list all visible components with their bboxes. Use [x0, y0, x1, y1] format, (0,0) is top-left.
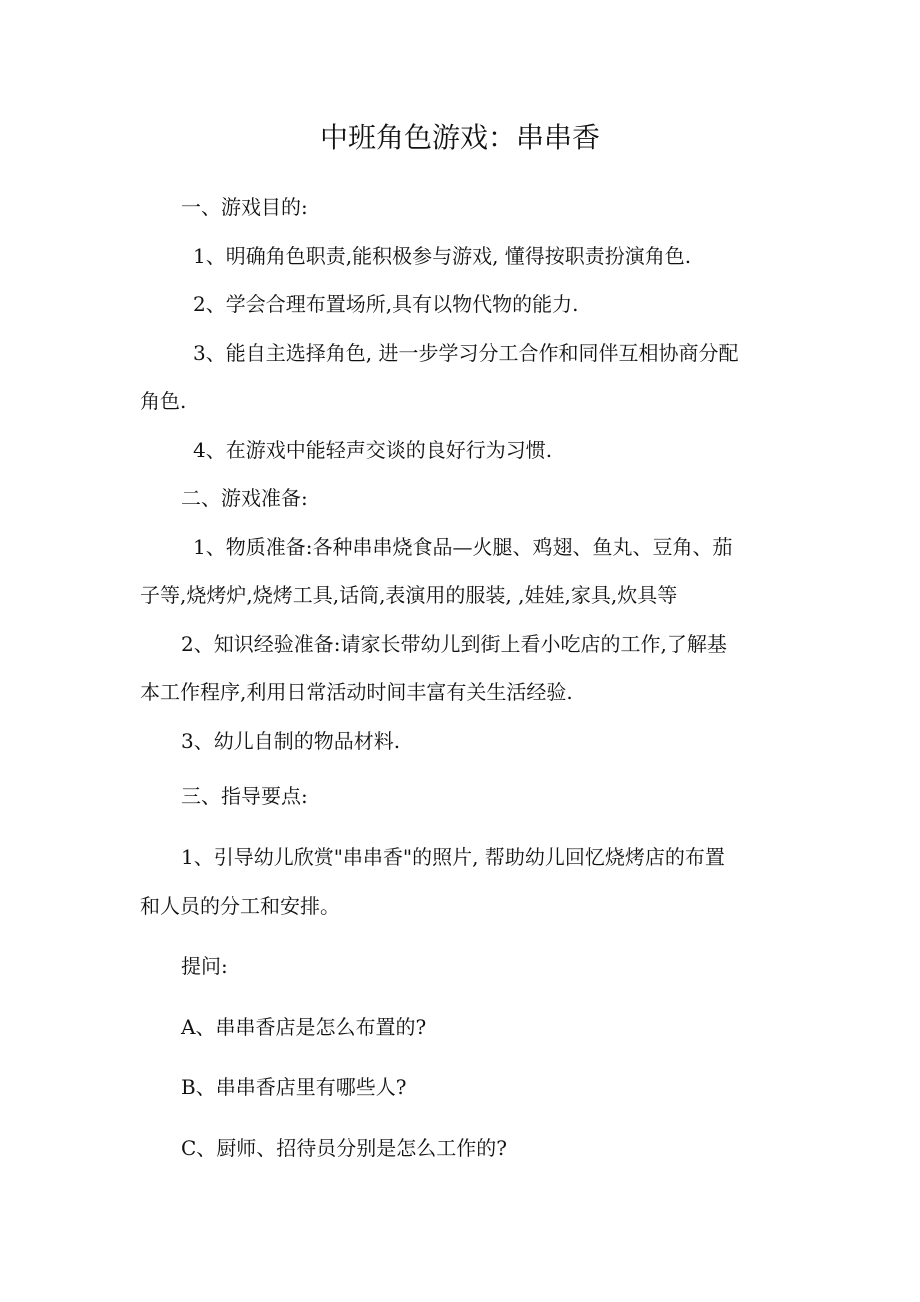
question-b: B、串串香店里有哪些人?: [181, 1075, 407, 1099]
question-c: C、厨师、招待员分别是怎么工作的?: [181, 1136, 508, 1160]
goal-item-3-line-2: 角色.: [140, 389, 187, 413]
questions-heading: 提问:: [181, 954, 228, 978]
document-title: 中班角色游戏：串串香: [319, 121, 600, 154]
section-heading-guidance: 三、指导要点:: [181, 784, 308, 808]
goal-item-3-line-1: 3、能自主选择角色, 进一步学习分工合作和同伴互相协商分配: [193, 341, 739, 365]
prep-item-1-line-2: 子等,烧烤炉,烧烤工具,话筒,表演用的服装, ,娃娃,家具,炊具等: [140, 583, 678, 607]
goal-item-1: 1、明确角色职责,能积极参与游戏, 懂得按职责扮演角色.: [193, 244, 692, 268]
section-heading-goals: 一、游戏目的:: [181, 195, 308, 219]
goal-item-4: 4、在游戏中能轻声交谈的良好行为习惯.: [193, 438, 553, 462]
prep-item-2-line-1: 2、知识经验准备:请家长带幼儿到街上看小吃店的工作,了解基: [181, 632, 727, 656]
section-heading-preparation: 二、游戏准备:: [181, 486, 308, 510]
prep-item-3: 3、幼儿自制的物品材料.: [181, 729, 401, 753]
question-a: A、串串香店是怎么布置的?: [181, 1015, 427, 1039]
guidance-item-1-line-1: 1、引导幼儿欣赏"串串香"的照片, 帮助幼儿回忆烧烤店的布置: [181, 845, 725, 869]
goal-item-2: 2、学会合理布置场所,具有以物代物的能力.: [193, 292, 579, 316]
prep-item-2-line-2: 本工作程序,利用日常活动时间丰富有关生活经验.: [140, 680, 573, 704]
guidance-item-1-line-2: 和人员的分工和安排。: [140, 894, 340, 918]
prep-item-1-line-1: 1、物质准备:各种串串烧食品—火腿、鸡翅、鱼丸、豆角、茄: [193, 535, 733, 559]
